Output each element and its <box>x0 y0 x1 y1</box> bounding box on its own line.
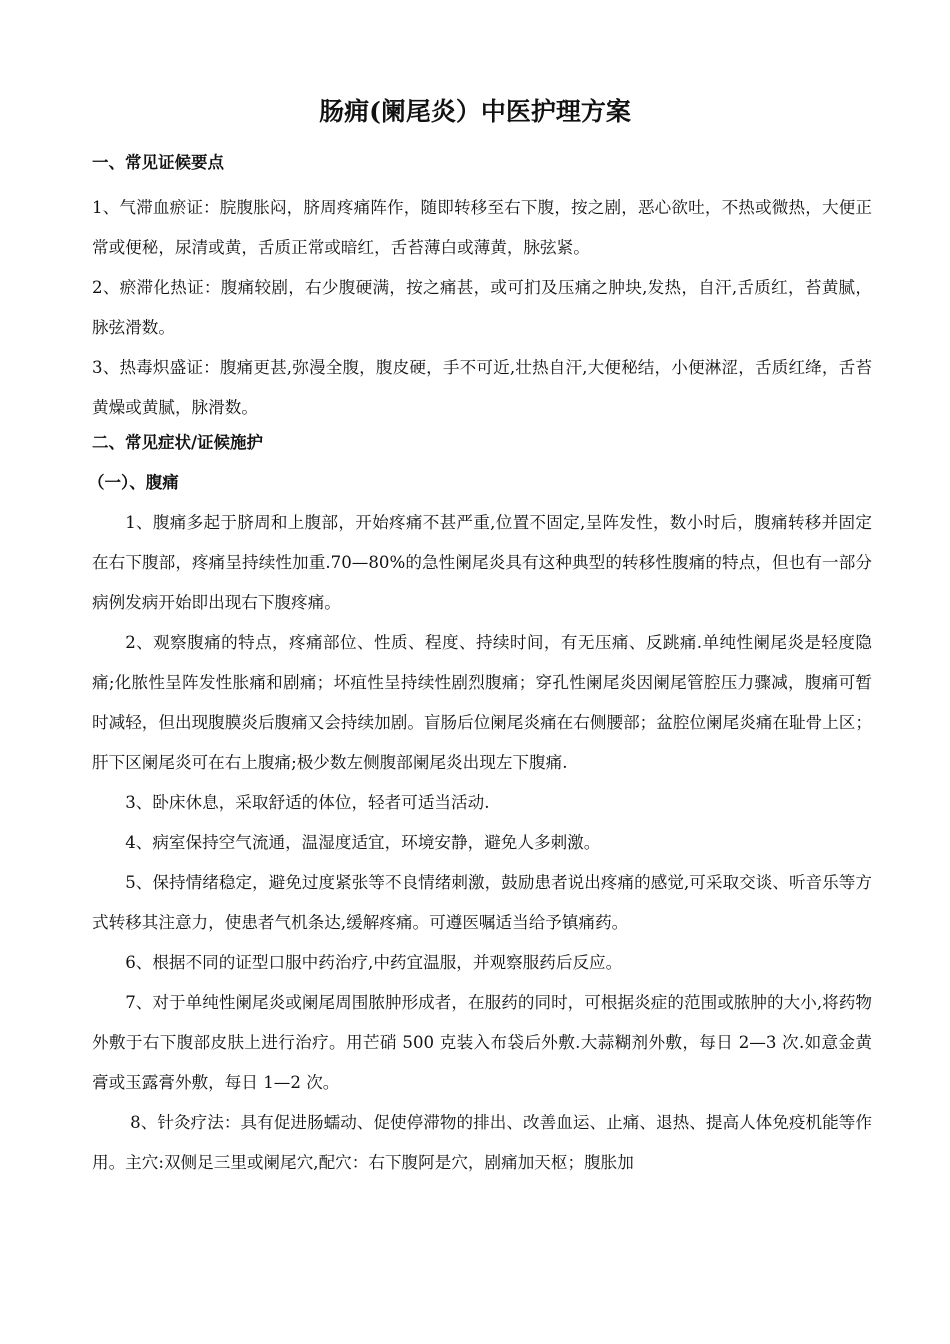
care-item: 7、对于单纯性阑尾炎或阑尾周围脓肿形成者，在服药的同时，可根据炎症的范围或脓肿的大小,将药物外敷于右下腹部皮肤上进行治疗。用芒硝 500 克装入布袋后外敷.大蒜糊剂外敷，每日 2—3 次.如意金黄膏或玉露膏外敷，每日 1—2 次。 <box>92 993 872 1092</box>
subsection-heading-abdominal-pain: （一）、腹痛 <box>88 473 179 492</box>
section-heading-syndromes: 一、常见证候要点 <box>92 153 224 172</box>
care-item: 2、观察腹痛的特点，疼痛部位、性质、程度、持续时间，有无压痛、反跳痛.单纯性阑尾炎是轻度隐痛;化脓性呈阵发性胀痛和剧痛；坏疽性呈持续性剧烈腹痛；穿孔性阑尾炎因阑尾管腔压力骤减，腹痛可暂时减轻，但出现腹膜炎后腹痛又会持续加剧。盲肠后位阑尾炎痛在右侧腰部；盆腔位阑尾炎痛在耻骨上区；肝下区阑尾炎可在右上腹痛;极少数左侧腹部阑尾炎出现左下腹痛. <box>92 633 872 772</box>
section-heading-nursing: 二、常见症状/证候施护 <box>92 433 264 452</box>
care-item: 5、保持情绪稳定，避免过度紧张等不良情绪刺激，鼓励患者说出疼痛的感觉,可采取交谈、听音乐等方式转移其注意力，使患者气机条达,缓解疼痛。可遵医嘱适当给予镇痛药。 <box>92 873 872 932</box>
document-body <box>88 148 872 1183</box>
syndrome-item: 2、瘀滞化热证：腹痛较剧，右少腹硬满，按之痛甚，或可扪及压痛之肿块,发热，自汗,舌质红，苔黄腻，脉弦滑数。 <box>92 278 872 337</box>
care-item: 1、腹痛多起于脐周和上腹部，开始疼痛不甚严重,位置不固定,呈阵发性，数小时后，腹痛转移并固定在右下腹部，疼痛呈持续性加重.70—80%的急性阑尾炎具有这种典型的转移性腹痛的特点，但也有一部分病例发病开始即出现右下腹疼痛。 <box>92 513 872 612</box>
care-item: 6、根据不同的证型口服中药治疗,中药宜温服，并观察服药后反应。 <box>125 953 623 972</box>
care-item: 4、病室保持空气流通，温湿度适宜，环境安静，避免人多刺激。 <box>125 833 601 852</box>
page-title: 肠痈(阑尾炎）中医护理方案 <box>319 97 631 126</box>
care-item: 8、针灸疗法：具有促进肠蠕动、促使停滞物的排出、改善血运、止痛、退热、提高人体免疫机能等作用。主穴:双侧足三里或阑尾穴,配穴：右下腹阿是穴，剧痛加天枢；腹胀加 <box>92 1113 872 1172</box>
syndrome-item: 1、气滞血瘀证：脘腹胀闷，脐周疼痛阵作，随即转移至右下腹，按之剧，恶心欲吐，不热或微热，大便正常或便秘，尿清或黄，舌质正常或暗红，舌苔薄白或薄黄，脉弦紧。 <box>92 198 872 257</box>
care-item: 3、卧床休息，采取舒适的体位，轻者可适当活动. <box>125 793 490 812</box>
syndrome-item: 3、热毒炽盛证：腹痛更甚,弥漫全腹，腹皮硬，手不可近,壮热自汗,大便秘结，小便淋涩，舌质红绛，舌苔黄燥或黄腻，脉滑数。 <box>92 358 872 417</box>
